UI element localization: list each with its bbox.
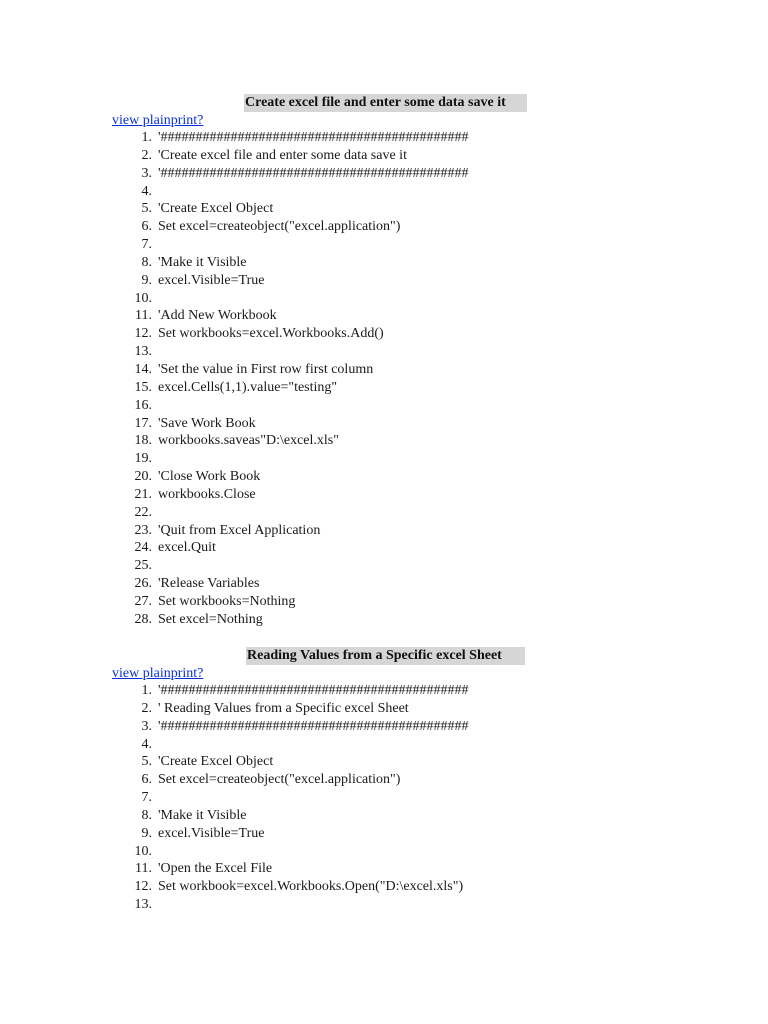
- code-listing: [0, 129, 768, 629]
- code-line: [0, 361, 768, 379]
- line-number: 24.: [134, 540, 152, 556]
- line-text: 'Close Work Book: [158, 469, 261, 485]
- line-text: ' Reading Values from a Specific excel Sheet: [158, 700, 409, 716]
- section-title: Create excel file and enter some data save it: [244, 94, 527, 112]
- line-number: 27.: [134, 593, 152, 609]
- code-line: [0, 450, 768, 468]
- code-line: [0, 682, 768, 700]
- line-number: 21.: [134, 486, 152, 502]
- line-number: 28.: [134, 611, 152, 627]
- line-text: 'Save Work Book: [158, 415, 256, 431]
- line-number: 4.: [141, 183, 152, 199]
- line-number: 13.: [134, 344, 152, 360]
- line-text: 'Create Excel Object: [158, 201, 274, 217]
- code-line: [0, 860, 768, 878]
- code-line: [0, 343, 768, 361]
- line-text: excel.Quit: [158, 540, 216, 556]
- line-text: Set workbooks=Nothing: [158, 593, 296, 609]
- line-text: '############################################: [158, 683, 469, 698]
- code-line: [0, 236, 768, 254]
- line-text: 'Add New Workbook: [158, 308, 277, 324]
- code-listing: [0, 682, 768, 914]
- code-line: [0, 771, 768, 789]
- code-line: [0, 325, 768, 343]
- code-line: [0, 896, 768, 914]
- line-number: 8.: [141, 807, 152, 823]
- line-text: excel.Visible=True: [158, 825, 265, 841]
- code-line: [0, 486, 768, 504]
- code-line: [0, 379, 768, 397]
- line-text: Set excel=createobject("excel.application"): [158, 219, 401, 235]
- code-line: [0, 718, 768, 736]
- code-line: [0, 165, 768, 183]
- line-number: 6.: [141, 219, 152, 235]
- code-line: [0, 522, 768, 540]
- line-number: 7.: [141, 790, 152, 806]
- code-line: [0, 218, 768, 236]
- line-number: 9.: [141, 825, 152, 841]
- line-text: workbooks.saveas"D:\excel.xls": [158, 433, 339, 449]
- line-number: 3.: [141, 718, 152, 734]
- line-number: 10.: [134, 843, 152, 859]
- code-line: [0, 290, 768, 308]
- code-line: [0, 432, 768, 450]
- line-number: 11.: [135, 308, 152, 324]
- line-text: 'Make it Visible: [158, 807, 247, 823]
- line-number: 4.: [141, 736, 152, 752]
- line-number: 13.: [134, 897, 152, 913]
- code-line: [0, 147, 768, 165]
- line-number: 8.: [141, 254, 152, 270]
- line-number: 9.: [141, 272, 152, 288]
- code-line: [0, 736, 768, 754]
- line-number: 23.: [134, 522, 152, 538]
- code-line: [0, 254, 768, 272]
- code-line: [0, 272, 768, 290]
- line-number: 1.: [141, 683, 152, 698]
- code-line: [0, 539, 768, 557]
- line-text: '############################################: [158, 718, 469, 734]
- line-text: Set workbooks=excel.Workbooks.Add(): [158, 326, 384, 342]
- line-number: 22.: [134, 504, 152, 520]
- line-text: 'Set the value in First row first column: [158, 361, 374, 377]
- code-line: [0, 183, 768, 201]
- line-number: 1.: [141, 130, 152, 145]
- code-line: [0, 825, 768, 843]
- line-number: 14.: [134, 361, 152, 377]
- view-plain-print-link[interactable]: view plainprint?: [112, 666, 204, 681]
- code-line: [0, 307, 768, 325]
- line-number: 10.: [134, 290, 152, 306]
- line-text: Set workbook=excel.Workbooks.Open("D:\excel.xls"): [158, 879, 464, 895]
- line-text: Set excel=Nothing: [158, 611, 263, 627]
- line-number: 6.: [141, 772, 152, 788]
- line-number: 26.: [134, 576, 152, 592]
- line-text: 'Create Excel Object: [158, 754, 274, 770]
- line-text: excel.Visible=True: [158, 272, 265, 288]
- line-number: 19.: [134, 451, 152, 467]
- code-line: [0, 700, 768, 718]
- line-number: 18.: [134, 433, 152, 449]
- line-text: 'Open the Excel File: [158, 861, 273, 877]
- line-text: 'Make it Visible: [158, 254, 247, 270]
- line-text: 'Quit from Excel Application: [158, 522, 321, 538]
- line-text: '############################################: [158, 130, 469, 145]
- code-line: [0, 807, 768, 825]
- code-line: [0, 878, 768, 896]
- line-number: 3.: [141, 165, 152, 181]
- code-line: [0, 468, 768, 486]
- code-line: [0, 575, 768, 593]
- line-number: 15.: [134, 379, 152, 395]
- line-text: workbooks.Close: [158, 486, 256, 502]
- code-line: [0, 557, 768, 575]
- line-number: 5.: [141, 754, 152, 770]
- code-line: [0, 789, 768, 807]
- code-line: [0, 753, 768, 771]
- line-number: 25.: [134, 558, 152, 574]
- code-line: [0, 397, 768, 415]
- line-number: 17.: [134, 415, 152, 431]
- line-number: 12.: [134, 326, 152, 342]
- line-number: 11.: [135, 861, 152, 877]
- code-line: [0, 593, 768, 611]
- line-number: 7.: [141, 237, 152, 253]
- line-number: 20.: [134, 469, 152, 485]
- section-title: Reading Values from a Specific excel Sheet: [246, 647, 525, 665]
- code-line: [0, 843, 768, 861]
- line-text: 'Release Variables: [158, 576, 260, 592]
- code-line: [0, 415, 768, 433]
- code-line: [0, 504, 768, 522]
- code-line: [0, 611, 768, 629]
- line-number: 5.: [141, 201, 152, 217]
- code-line: [0, 129, 768, 147]
- line-text: Set excel=createobject("excel.application"): [158, 772, 401, 788]
- line-number: 2.: [141, 147, 152, 163]
- view-plain-print-link[interactable]: view plainprint?: [112, 113, 204, 128]
- line-text: 'Create excel file and enter some data save it: [158, 147, 407, 163]
- line-number: 16.: [134, 397, 152, 413]
- line-number: 2.: [141, 700, 152, 716]
- code-line: [0, 200, 768, 218]
- line-number: 12.: [134, 879, 152, 895]
- line-text: excel.Cells(1,1).value="testing": [158, 379, 338, 395]
- line-text: '############################################: [158, 165, 469, 181]
